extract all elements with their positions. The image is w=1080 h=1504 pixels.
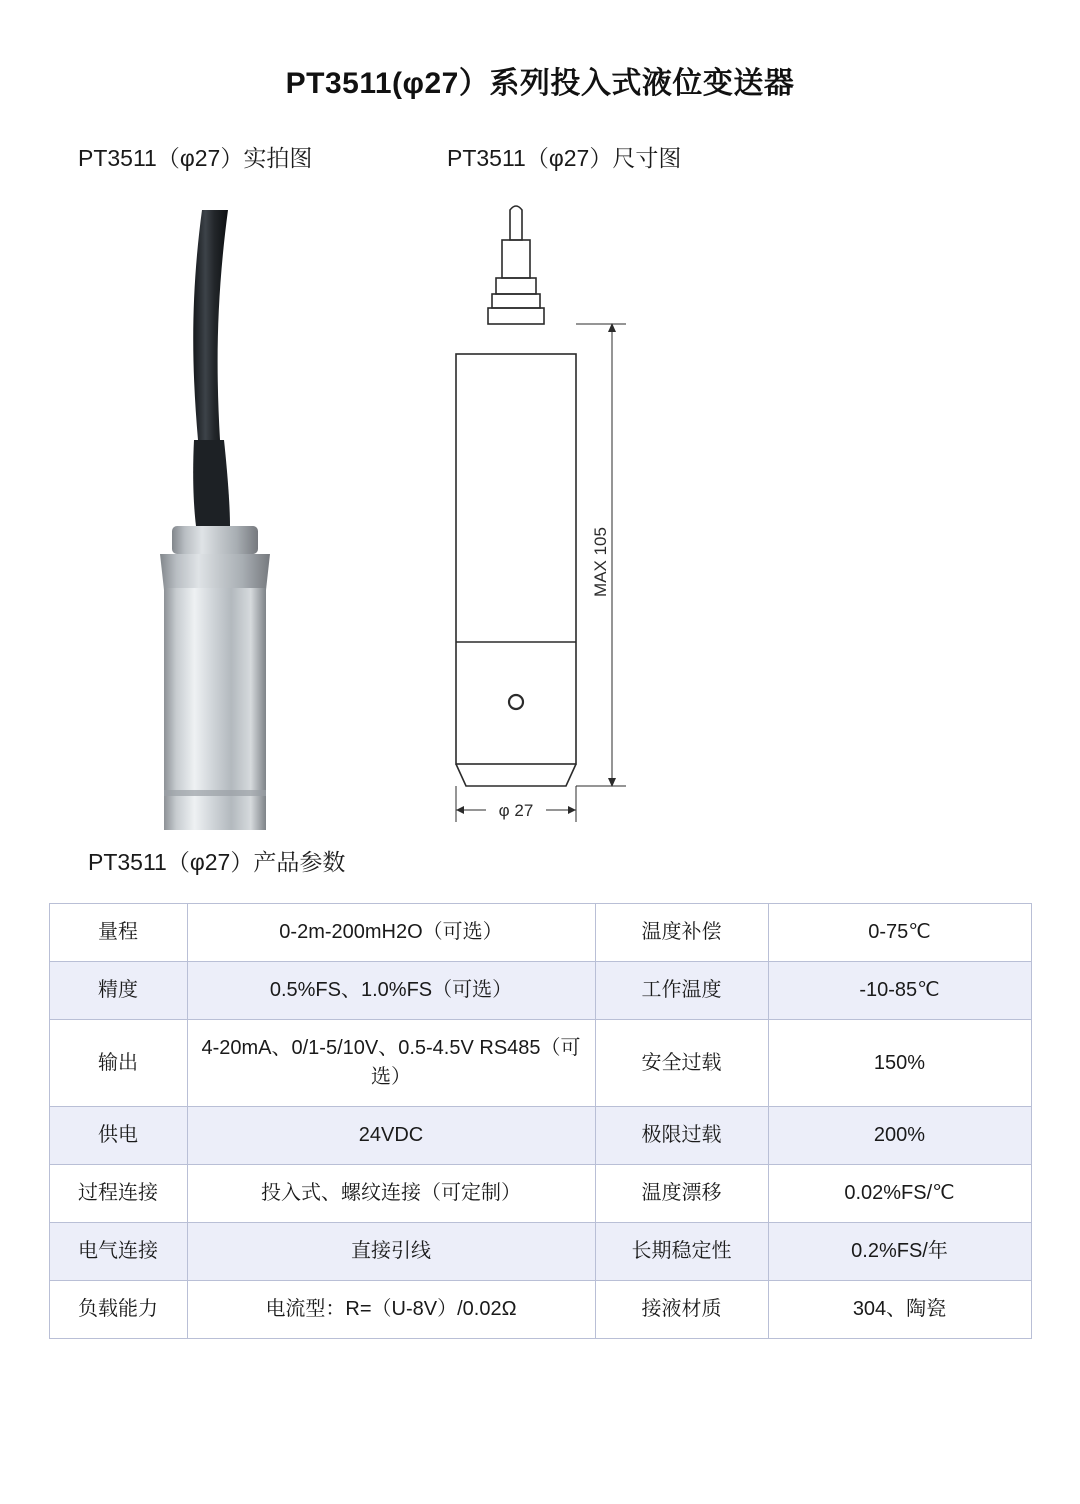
param-key: 温度补偿	[595, 904, 768, 962]
param-key: 极限过载	[595, 1107, 768, 1165]
dimension-height-label: MAX 105	[591, 527, 610, 598]
figures-area	[0, 180, 1080, 840]
photo-caption: PT3511（φ27）实拍图	[78, 145, 313, 172]
param-value: 直接引线	[187, 1223, 595, 1281]
param-value: 电流型：R=（U-8V）/0.02Ω	[187, 1281, 595, 1339]
param-value: 200%	[768, 1107, 1031, 1165]
param-value: 150%	[768, 1020, 1031, 1107]
table-row	[49, 1020, 1031, 1107]
table-row	[49, 1223, 1031, 1281]
param-value: 投入式、螺纹连接（可定制）	[187, 1165, 595, 1223]
param-key: 输出	[49, 1020, 187, 1107]
param-key: 负载能力	[49, 1281, 187, 1339]
param-key: 温度漂移	[595, 1165, 768, 1223]
param-value: 4-20mA、0/1-5/10V、0.5-4.5V RS485（可选）	[187, 1020, 595, 1107]
param-key: 接液材质	[595, 1281, 768, 1339]
product-photo	[120, 190, 440, 830]
param-key: 工作温度	[595, 962, 768, 1020]
figure-captions	[0, 140, 1080, 180]
param-value: 0-75℃	[768, 904, 1031, 962]
param-value: 0.02%FS/℃	[768, 1165, 1031, 1223]
param-value: 0.5%FS、1.0%FS（可选）	[187, 962, 595, 1020]
table-row	[49, 1165, 1031, 1223]
page-title: PT3511(φ27）系列投入式液位变送器	[285, 67, 795, 101]
table-row	[49, 1107, 1031, 1165]
table-row	[49, 1281, 1031, 1339]
param-value: 0-2m-200mH2O（可选）	[187, 904, 595, 962]
param-value: -10-85℃	[768, 962, 1031, 1020]
parameters-table	[49, 903, 1032, 1339]
param-value: 304、陶瓷	[768, 1281, 1031, 1339]
param-value: 0.2%FS/年	[768, 1223, 1031, 1281]
param-key: 长期稳定性	[595, 1223, 768, 1281]
dimension-caption: PT3511（φ27）尺寸图	[447, 145, 682, 172]
param-key: 安全过载	[595, 1020, 768, 1107]
dimension-drawing	[440, 190, 700, 830]
param-key: 精度	[49, 962, 187, 1020]
table-row	[49, 962, 1031, 1020]
param-key: 过程连接	[49, 1165, 187, 1223]
param-key: 量程	[49, 904, 187, 962]
table-row	[49, 904, 1031, 962]
dimension-diameter-label: φ 27	[498, 801, 534, 821]
param-key: 电气连接	[49, 1223, 187, 1281]
params-title: PT3511（φ27）产品参数	[88, 849, 346, 876]
param-value: 24VDC	[187, 1107, 595, 1165]
param-key: 供电	[49, 1107, 187, 1165]
